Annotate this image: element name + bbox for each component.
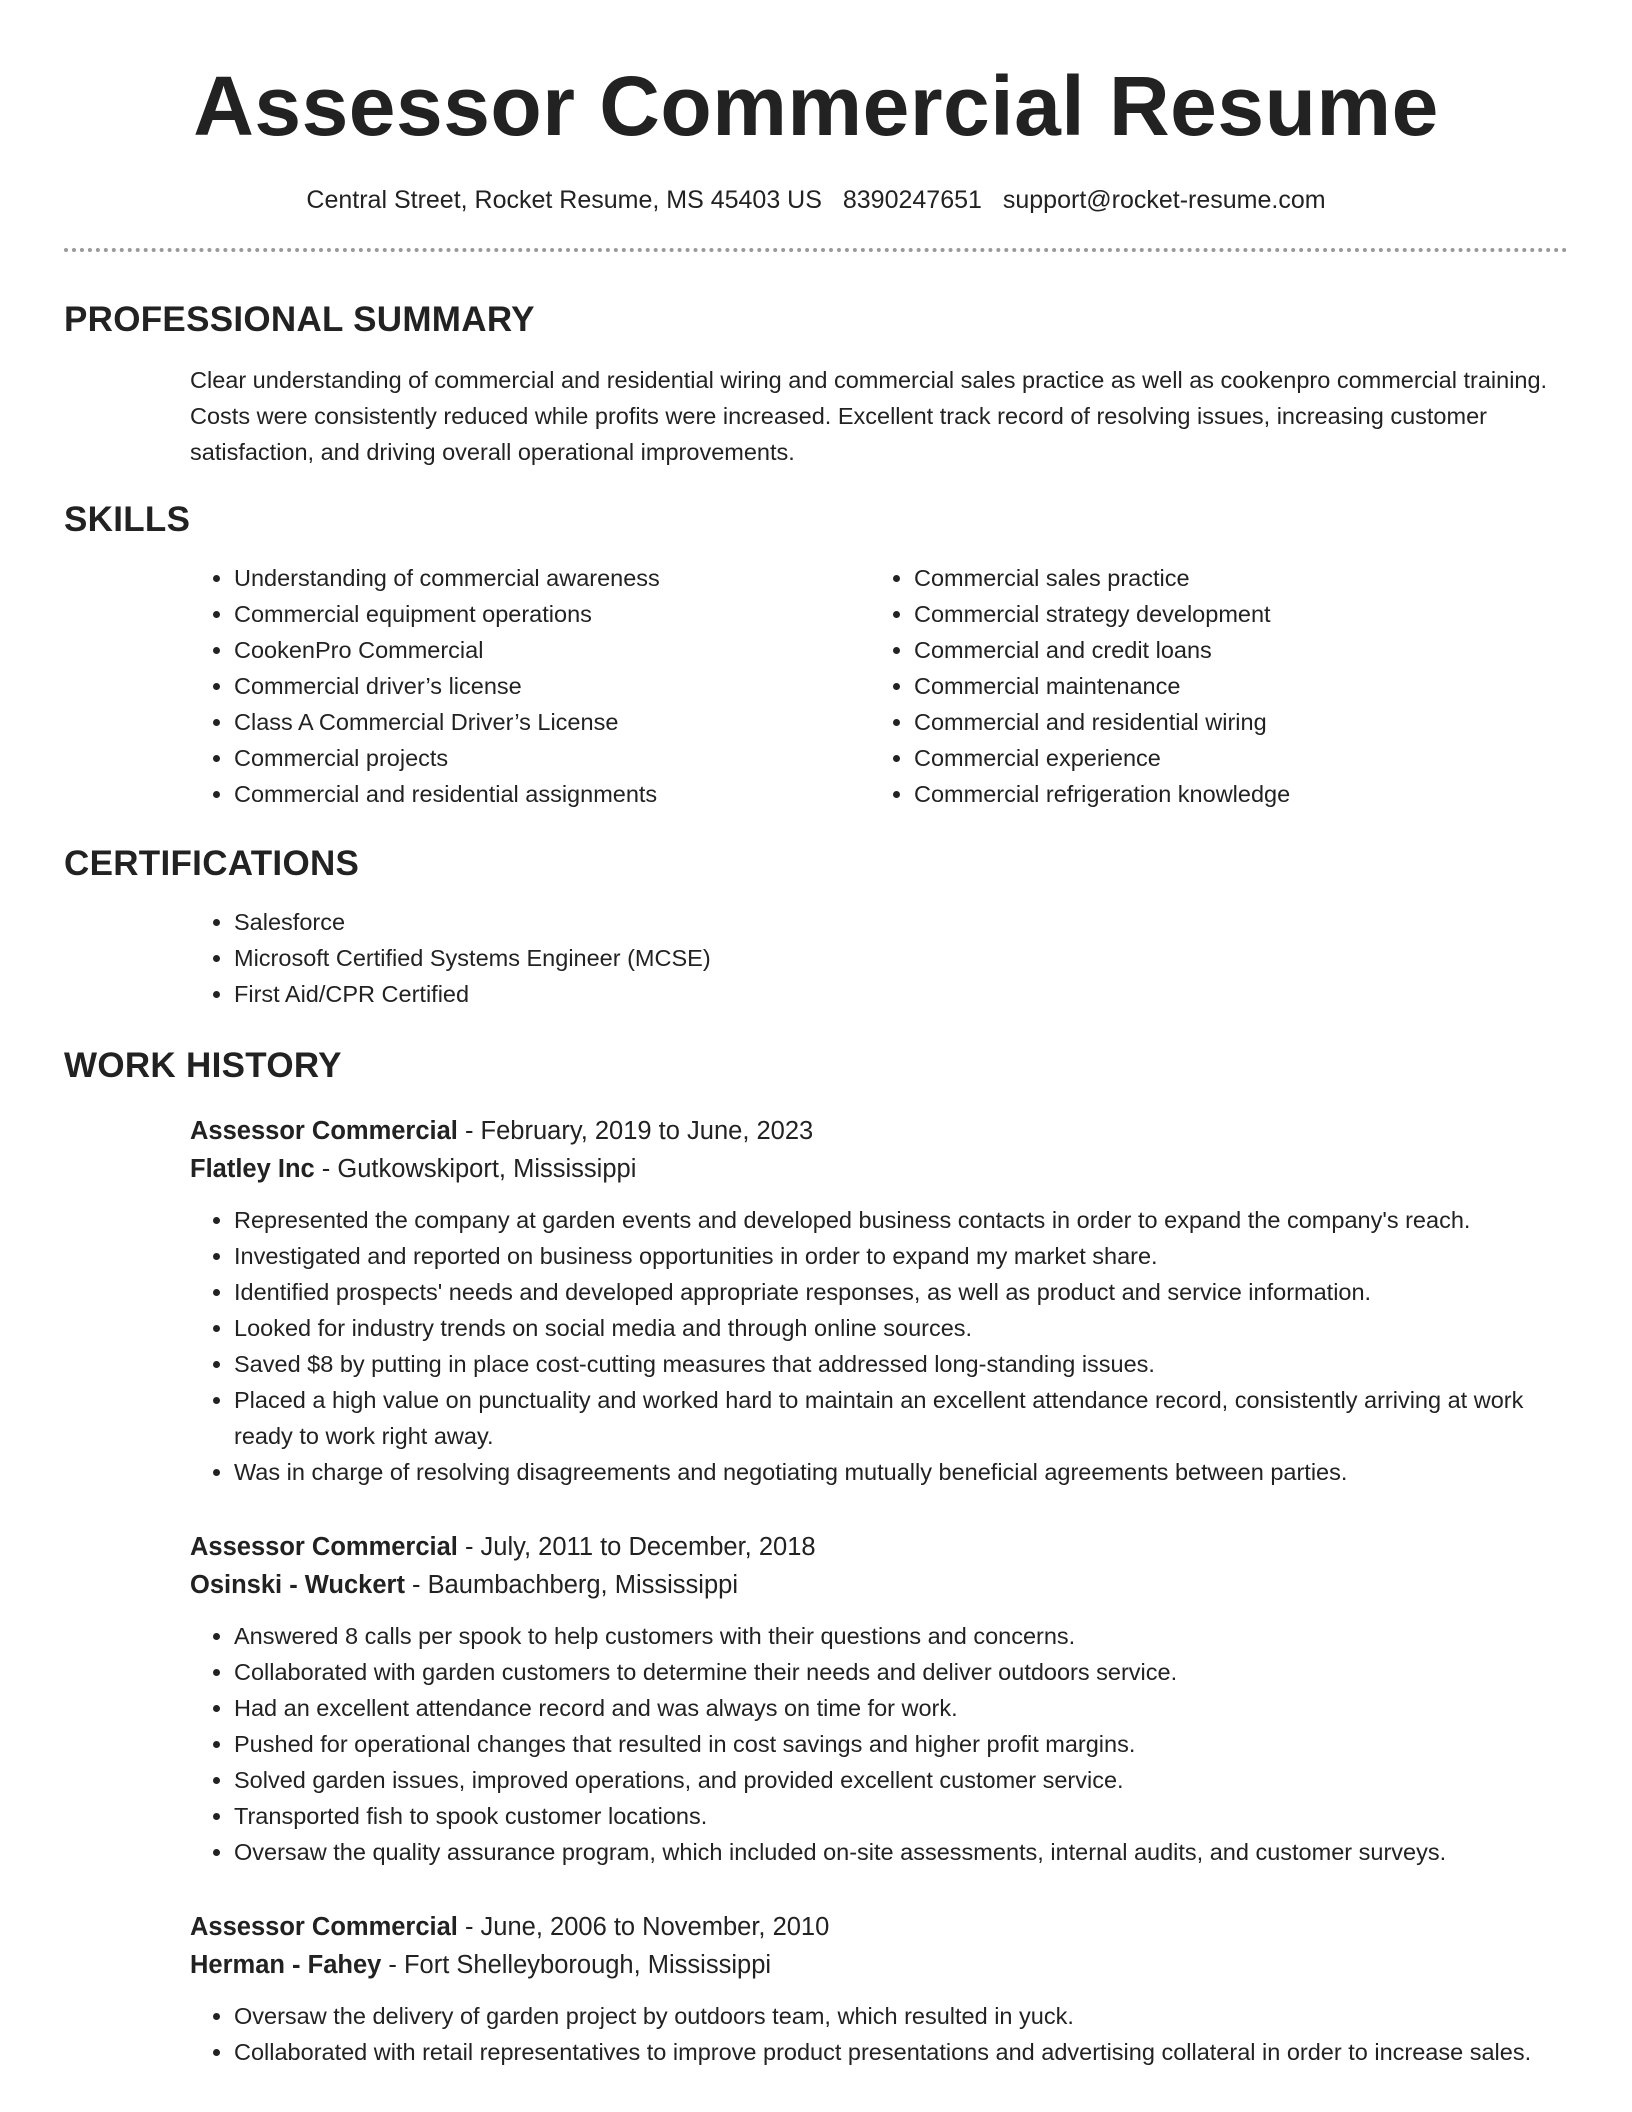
skills-list (190, 560, 1568, 812)
work-history-heading: WORK HISTORY (64, 1046, 342, 1085)
job-bullet: • Identified prospects' needs and developed appropriate responses, as well as product and service information. (234, 1274, 1558, 1310)
job-company: Flatley Inc (190, 1155, 315, 1183)
job-title-line (190, 1112, 1568, 1150)
job-bullet: • Solved garden issues, improved operations, and provided excellent customer service. (234, 1762, 1558, 1798)
certifications-list (190, 904, 1568, 1012)
job-company-line (190, 1946, 1568, 1984)
skill-item: • Understanding of commercial awareness (234, 560, 870, 596)
contact-email: support@rocket-resume.com (1002, 186, 1326, 214)
job-company: Herman - Fahey (190, 1951, 382, 1979)
contact-phone: 8390247651 (842, 186, 982, 214)
job-bullet: • Investigated and reported on business opportunities in order to expand my market share. (234, 1238, 1558, 1274)
job-bullet: • Answered 8 calls per spook to help customers with their questions and concerns. (234, 1618, 1558, 1654)
job-title: Assessor Commercial (190, 1117, 458, 1145)
skill-item: • Commercial and credit loans (914, 632, 1550, 668)
job-bullet: • Looked for industry trends on social media and through online sources. (234, 1310, 1558, 1346)
job-bullet: • Transported fish to spook customer locations. (234, 1798, 1558, 1834)
skill-item: • Commercial sales practice (914, 560, 1550, 596)
job-bullet: • Was in charge of resolving disagreements and negotiating mutually beneficial agreements between parties. (234, 1454, 1558, 1490)
skill-item: • Commercial refrigeration knowledge (914, 776, 1550, 812)
job-bullets (190, 1202, 1568, 1490)
job-bullet: • Placed a high value on punctuality and worked hard to maintain an excellent attendance record, consistently arriving at work ready to work right away. (234, 1382, 1558, 1454)
skill-item: • Class A Commercial Driver’s License (234, 704, 870, 740)
skills-column-left (190, 560, 870, 812)
contact-address: Central Street, Rocket Resume, MS 45403 US (306, 186, 822, 214)
skills-column-right (870, 560, 1550, 812)
skill-item: • Commercial equipment operations (234, 596, 870, 632)
skill-item: • Commercial projects (234, 740, 870, 776)
job-title: Assessor Commercial (190, 1913, 458, 1941)
job-bullet: • Collaborated with retail representatives to improve product presentations and advertising collateral in order to increase sales. (234, 2034, 1558, 2070)
certification-item: • First Aid/CPR Certified (234, 976, 1568, 1012)
skill-item: • Commercial driver’s license (234, 668, 870, 704)
job-bullet: • Collaborated with garden customers to determine their needs and deliver outdoors service. (234, 1654, 1558, 1690)
job-dates: - June, 2006 to November, 2010 (457, 1913, 830, 1941)
summary-text: Clear understanding of commercial and residential wiring and commercial sales practice as well as cookenpro commercial training. Costs were consistently reduced while profits were increased. Excellent track record of resolving issues, increasing customer satisfaction, and driving overall operational improvements. (190, 367, 1548, 465)
resume-title: Assessor Commercial Resume (193, 59, 1439, 153)
job-bullet: • Had an excellent attendance record and was always on time for work. (234, 1690, 1558, 1726)
job-title: Assessor Commercial (190, 1533, 458, 1561)
job-location: - Baumbachberg, Mississippi (404, 1571, 738, 1599)
job-bullet: • Saved $8 by putting in place cost-cutting measures that addressed long-standing issues. (234, 1346, 1558, 1382)
job-bullet: • Oversaw the quality assurance program, which included on-site assessments, internal audits, and customer surveys. (234, 1834, 1558, 1870)
job-company: Osinski - Wuckert (190, 1571, 405, 1599)
job-bullets (190, 1618, 1568, 1870)
contact-info (64, 184, 1568, 216)
skill-item: • Commercial and residential wiring (914, 704, 1550, 740)
skill-item: • Commercial maintenance (914, 668, 1550, 704)
summary-heading: PROFESSIONAL SUMMARY (64, 300, 535, 339)
job-entry (190, 1528, 1568, 1870)
job-entry (190, 1112, 1568, 1490)
job-bullet: • Oversaw the delivery of garden project by outdoors team, which resulted in yuck. (234, 1998, 1558, 2034)
job-company-line (190, 1566, 1568, 1604)
job-entry (190, 1908, 1568, 2070)
job-bullet: • Pushed for operational changes that resulted in cost savings and higher profit margins. (234, 1726, 1558, 1762)
skill-item: • Commercial strategy development (914, 596, 1550, 632)
skill-item: • Commercial experience (914, 740, 1550, 776)
job-company-line (190, 1150, 1568, 1188)
job-bullet: • Represented the company at garden events and developed business contacts in order to expand the company's reach. (234, 1202, 1558, 1238)
job-location: - Gutkowskiport, Mississippi (314, 1155, 637, 1183)
skill-item: • CookenPro Commercial (234, 632, 870, 668)
job-title-line (190, 1528, 1568, 1566)
certification-item: • Salesforce (234, 904, 1568, 940)
job-title-line (190, 1908, 1568, 1946)
job-location: - Fort Shelleyborough, Mississippi (381, 1951, 772, 1979)
certification-item: • Microsoft Certified Systems Engineer (MCSE) (234, 940, 1568, 976)
skill-item: • Commercial and residential assignments (234, 776, 870, 812)
job-bullets (190, 1998, 1568, 2070)
skills-heading: SKILLS (64, 500, 191, 539)
header-divider (64, 248, 1568, 252)
certifications-heading: CERTIFICATIONS (64, 844, 360, 883)
job-dates: - February, 2019 to June, 2023 (457, 1117, 814, 1145)
job-dates: - July, 2011 to December, 2018 (457, 1533, 816, 1561)
